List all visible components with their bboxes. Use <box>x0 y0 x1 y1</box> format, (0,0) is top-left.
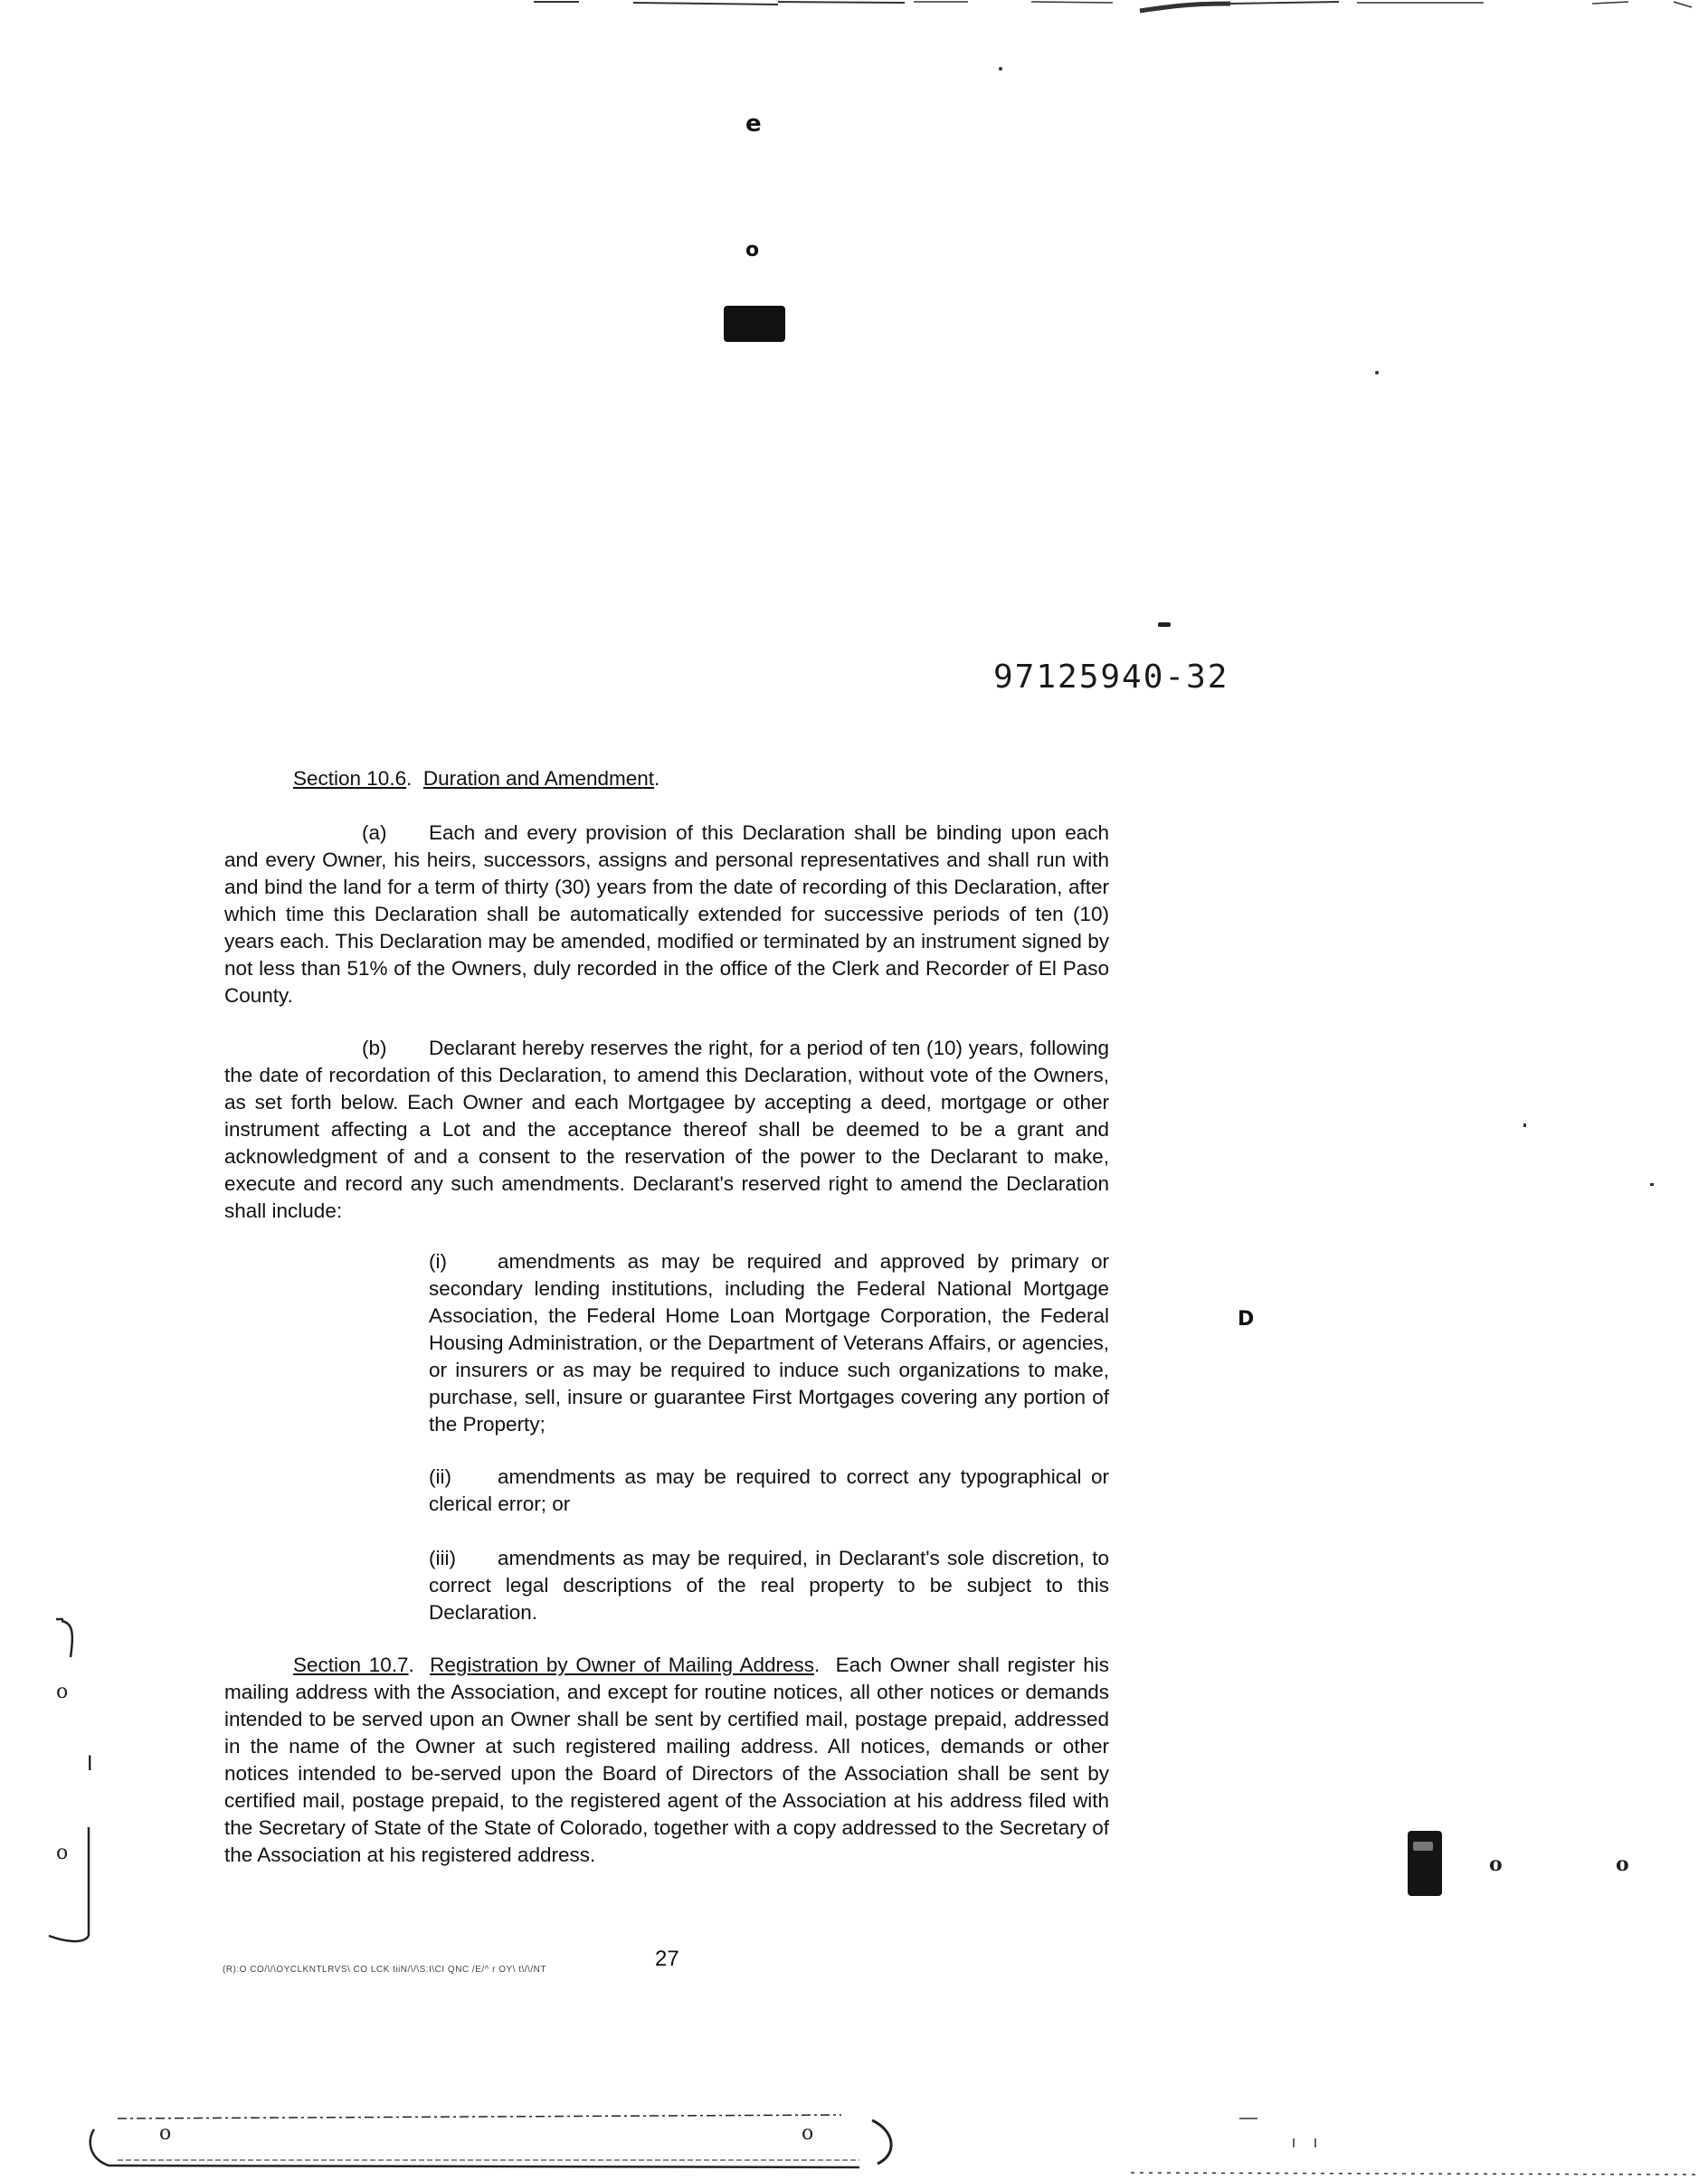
scan-dot <box>1523 1123 1526 1127</box>
page-number: 27 <box>655 1947 679 1971</box>
section-label: Section 10.7 <box>293 1654 409 1676</box>
list-item-text: amendments as may be required and approved by primary or secondary lending institutions, including the Federal National Mortgage Association, the Federal Home Loan Mortgage Corporation, the Federal Housing Administration, or the Department of Veterans Affairs, or agencies, or insurers or as may be required to induce such organizations to make, purchase, sell, insure or guarantee First Mortgages covering any portion of the Property; <box>429 1250 1109 1436</box>
section-10-7: Section 10.7. Registration by Owner of Mailing Address. Each Owner shall register his mailing address with the Association, and except for routine notices, all other notices or demands intended to be served upon an Owner shall be sent by certified mail, postage prepaid, addressed in the name of the Owner at such registered mailing address. All notices, demands or other notices intended to be-served upon the Board of Directors of the Association shall be sent by certified mail, postage prepaid, to the registered agent of the Association at his address filed with the Secretary of State of the State of Colorado, together with a copy addressed to the Secretary of the Association at his registered address. <box>224 1654 1109 1866</box>
margin-mark-o: o <box>56 1842 69 1864</box>
section-label: Section 10.6 <box>293 767 407 790</box>
top-mark-o: o <box>745 239 760 261</box>
section-10-7-text: Each Owner shall register his mailing address with the Association, and except for routine notices, all other notices or demands intended to be served upon an Owner shall be sent by certified mail, postage prepaid, addressed in the name of the Owner at such registered mailing address. All notices, demands or other notices intended to be-served upon the Board of Directors of the Association shall be sent by certified mail, postage prepaid, to the registered agent of the Association at his address filed with the Secretary of State of the State of Colorado, together with a copy addressed to the Secretary of the Association at his registered address. <box>224 1654 1109 1866</box>
margin-mark-o: o <box>1489 1853 1503 1876</box>
redaction-block <box>724 306 785 342</box>
bottom-right-scan-noise <box>1122 2108 1708 2180</box>
list-item-label: (iii) <box>429 1547 456 1569</box>
recording-stamp-number: 97125940-32 <box>993 659 1229 696</box>
margin-mark-o: o <box>56 1681 69 1703</box>
margin-mark-i: I <box>87 1753 93 1776</box>
list-item-iii <box>429 1545 1109 1626</box>
paragraph-a-text: Each and every provision of this Declaration shall be binding upon each and every Owner, his heirs, successors, assigns and personal representatives and shall run with and bind the land for a term of thirty (30) years from the date of recording of this Declaration, after which time this Declaration shall be automatically extended for successive periods of ten (10) years each. This Declaration may be amended, modified or terminated by an instrument signed by not less than 51% of the Owners, duly recorded in the office of the Clerk and Recorder of El Paso County. <box>224 821 1109 1007</box>
scan-dash <box>1158 622 1171 627</box>
paragraph-a-label: (a) <box>362 821 387 844</box>
scan-dot <box>1375 371 1379 374</box>
list-item-label: (i) <box>429 1250 447 1273</box>
top-mark-e: e <box>745 110 762 137</box>
list-item-label: (ii) <box>429 1465 451 1488</box>
section-title: Registration by Owner of Mailing Address <box>430 1654 815 1676</box>
list-item-i <box>429 1248 1109 1438</box>
margin-mark-o: o <box>1616 1853 1629 1876</box>
scan-dot <box>1650 1183 1654 1186</box>
paragraph-b-text: Declarant hereby reserves the right, for a period of ten (10) years, following the date of recordation of this Declaration, to amend this Declaration, without vote of the Owners, as set forth below. Each Owner and each Mortgagee by accepting a deed, mortgage or other instrument affecting a Lot and the acceptance thereof shall be deemed to be a grant and acknowledgment of and a consent to the reservation of the power to the Declarant to make, execute and record any such amendments. Declarant's reserved right to amend the Declaration shall include: <box>224 1037 1109 1222</box>
section-10-6-heading: Section 10.6. Duration and Amendment. <box>293 767 660 790</box>
bottom-binding-strip <box>81 2104 914 2176</box>
bottom-mark-o: o <box>802 2122 814 2145</box>
binder-clip-highlight <box>1413 1842 1433 1851</box>
section-title: Duration and Amendment <box>422 767 655 790</box>
footer-document-code: (R):O CO/\/\OYCLKNTLRVS\ CO LCK tiiN/\/\S:I\CI QNC /E/^ r OY\ t\/\/NT <box>223 1965 546 1975</box>
top-scan-noise <box>0 0 1708 22</box>
bottom-mark-o: o <box>159 2122 172 2145</box>
margin-mark-d: D <box>1238 1308 1255 1331</box>
left-margin-bracket <box>36 1610 109 1945</box>
list-item-text: amendments as may be required to correct any typographical or clerical error; or <box>429 1465 1109 1515</box>
paragraph-a <box>224 820 1109 1009</box>
list-item-ii <box>429 1464 1109 1518</box>
binder-clip <box>1408 1831 1442 1896</box>
scan-dot <box>999 67 1002 71</box>
paragraph-b-label: (b) <box>362 1037 387 1059</box>
paragraph-b <box>224 1035 1109 1225</box>
list-item-text: amendments as may be required, in Declarant's sole discretion, to correct legal descriptions of the real property to be subject to this Declaration. <box>429 1547 1109 1624</box>
